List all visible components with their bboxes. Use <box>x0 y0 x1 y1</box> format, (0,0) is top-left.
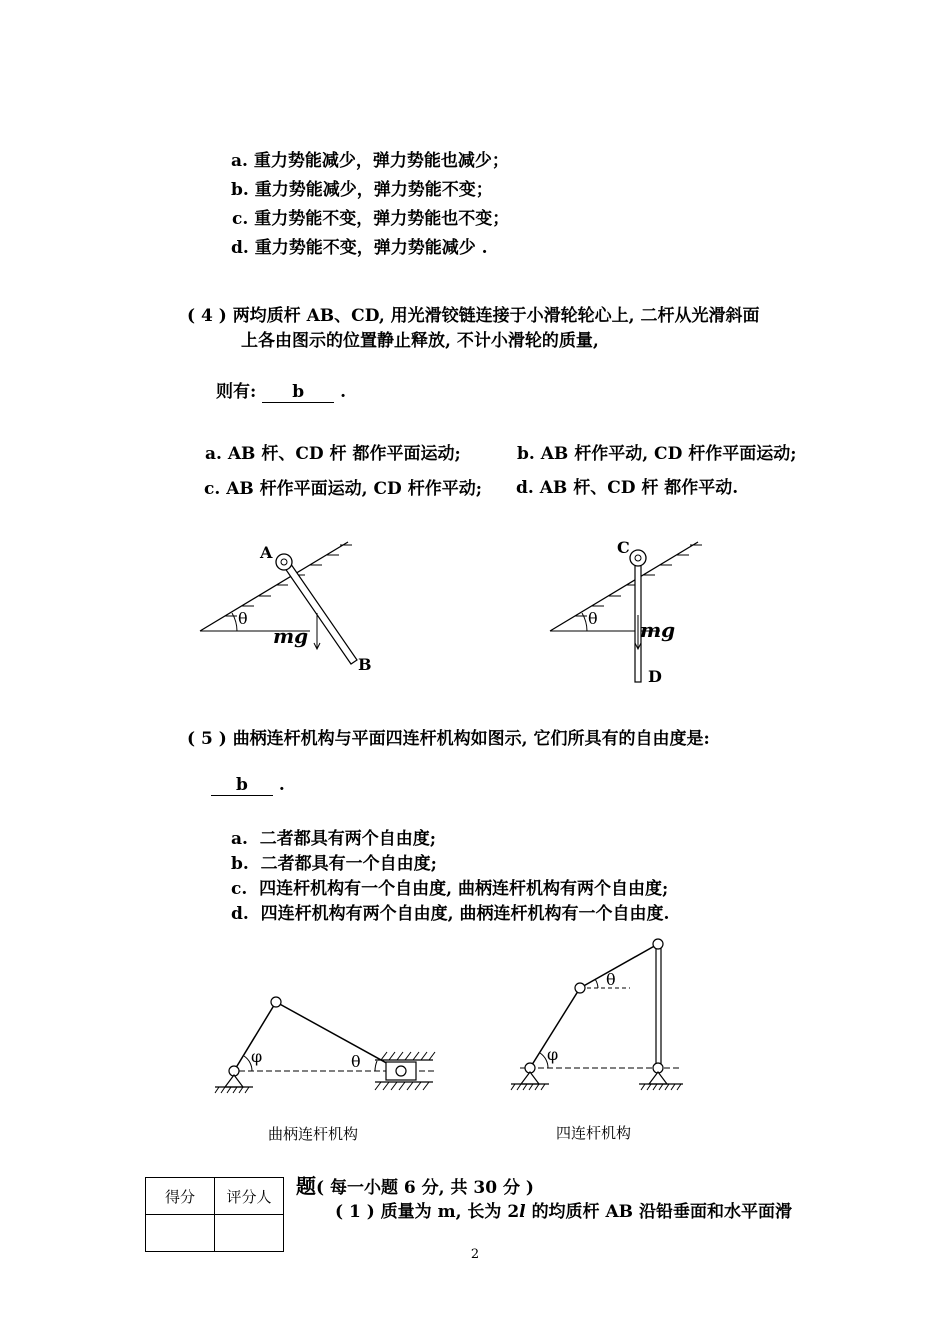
phi-label: φ <box>547 1045 559 1064</box>
crank-slider-figure <box>205 990 445 1100</box>
pin-support <box>521 1072 539 1084</box>
q4-answer-line: 则有: b . <box>216 382 347 402</box>
score-header: 得分 <box>146 1178 215 1215</box>
four-bar-caption: 四连杆机构 <box>556 1124 632 1142</box>
label-b: B <box>358 655 372 674</box>
theta-label: θ <box>606 970 616 989</box>
four-bar-figure <box>505 930 705 1100</box>
pin-support <box>225 1075 243 1087</box>
joint <box>396 1066 406 1076</box>
q4-question-line2: 上各由图示的位置静止释放, 不计小滑轮的质量, <box>241 331 599 351</box>
q5-option-a: a. 二者都具有两个自由度; <box>231 829 437 849</box>
q4-answer-blank: b <box>262 382 334 403</box>
grader-cell[interactable] <box>215 1215 284 1252</box>
q4-question-line1: ( 4 ) 两均质杆 AB、CD, 用光滑铰链连接于小滑轮轮心上, 二杆从光滑斜面 <box>187 306 760 326</box>
force-label: mg <box>273 624 309 648</box>
pin-support <box>649 1072 667 1084</box>
theta-label: θ <box>351 1052 361 1071</box>
phi-label: φ <box>251 1047 263 1066</box>
angle-label: θ <box>588 609 598 628</box>
force-label: mg <box>640 618 676 642</box>
q4-option-b: b. AB 杆作平动, CD 杆作平面运动; <box>517 444 797 464</box>
connecting-rod <box>276 1002 401 1071</box>
label-c: C <box>617 538 630 557</box>
angle-label: θ <box>238 609 248 628</box>
link-2 <box>580 944 658 988</box>
q4-option-a: a. AB 杆、CD 杆 都作平面运动; <box>205 444 461 464</box>
q4-figure-cd <box>540 530 740 690</box>
q5-answer-blank: b <box>211 775 273 796</box>
q3-option-b: b. 重力势能减少，弹力势能不变； <box>231 180 493 200</box>
q4-figure-ab <box>190 530 390 680</box>
crank-slider-caption: 曲柄连杆机构 <box>268 1125 359 1143</box>
q4-option-c: c. AB 杆作平面运动, CD 杆作平动; <box>204 479 482 499</box>
q5-option-c: c. 四连杆机构有一个自由度, 曲柄连杆机构有两个自由度; <box>231 879 669 899</box>
q3-option-a: a. 重力势能减少，弹力势能也减少； <box>231 151 509 171</box>
section-title: 题( 每一小题 6 分, 共 30 分 ) <box>296 1174 534 1198</box>
score-cell[interactable] <box>146 1215 215 1252</box>
q3-option-d: d. 重力势能不变，弹力势能减少 . <box>231 238 488 258</box>
section-q1: ( 1 ) 质量为 m, 长为 2l 的均质杆 AB 沿铅垂面和水平面滑 <box>335 1202 792 1222</box>
q3-option-c: c. 重力势能不变，弹力势能也不变； <box>232 209 510 229</box>
q5-option-b: b. 二者都具有一个自由度; <box>231 854 437 874</box>
q5-question: ( 5 ) 曲柄连杆机构与平面四连杆机构如图示, 它们所具有的自由度是: <box>187 729 710 749</box>
joint <box>271 997 281 1007</box>
q4-option-d: d. AB 杆、CD 杆 都作平动. <box>516 478 739 498</box>
q5-option-d: d. 四连杆机构有两个自由度, 曲柄连杆机构有一个自由度. <box>231 904 670 924</box>
joint <box>575 983 585 993</box>
grader-header: 评分人 <box>215 1178 284 1215</box>
page-number: 2 <box>470 1247 480 1262</box>
joint <box>653 939 663 949</box>
score-table <box>145 1177 284 1252</box>
label-a: A <box>260 543 273 562</box>
label-d: D <box>648 667 662 686</box>
q5-answer-line: b . <box>211 775 285 796</box>
